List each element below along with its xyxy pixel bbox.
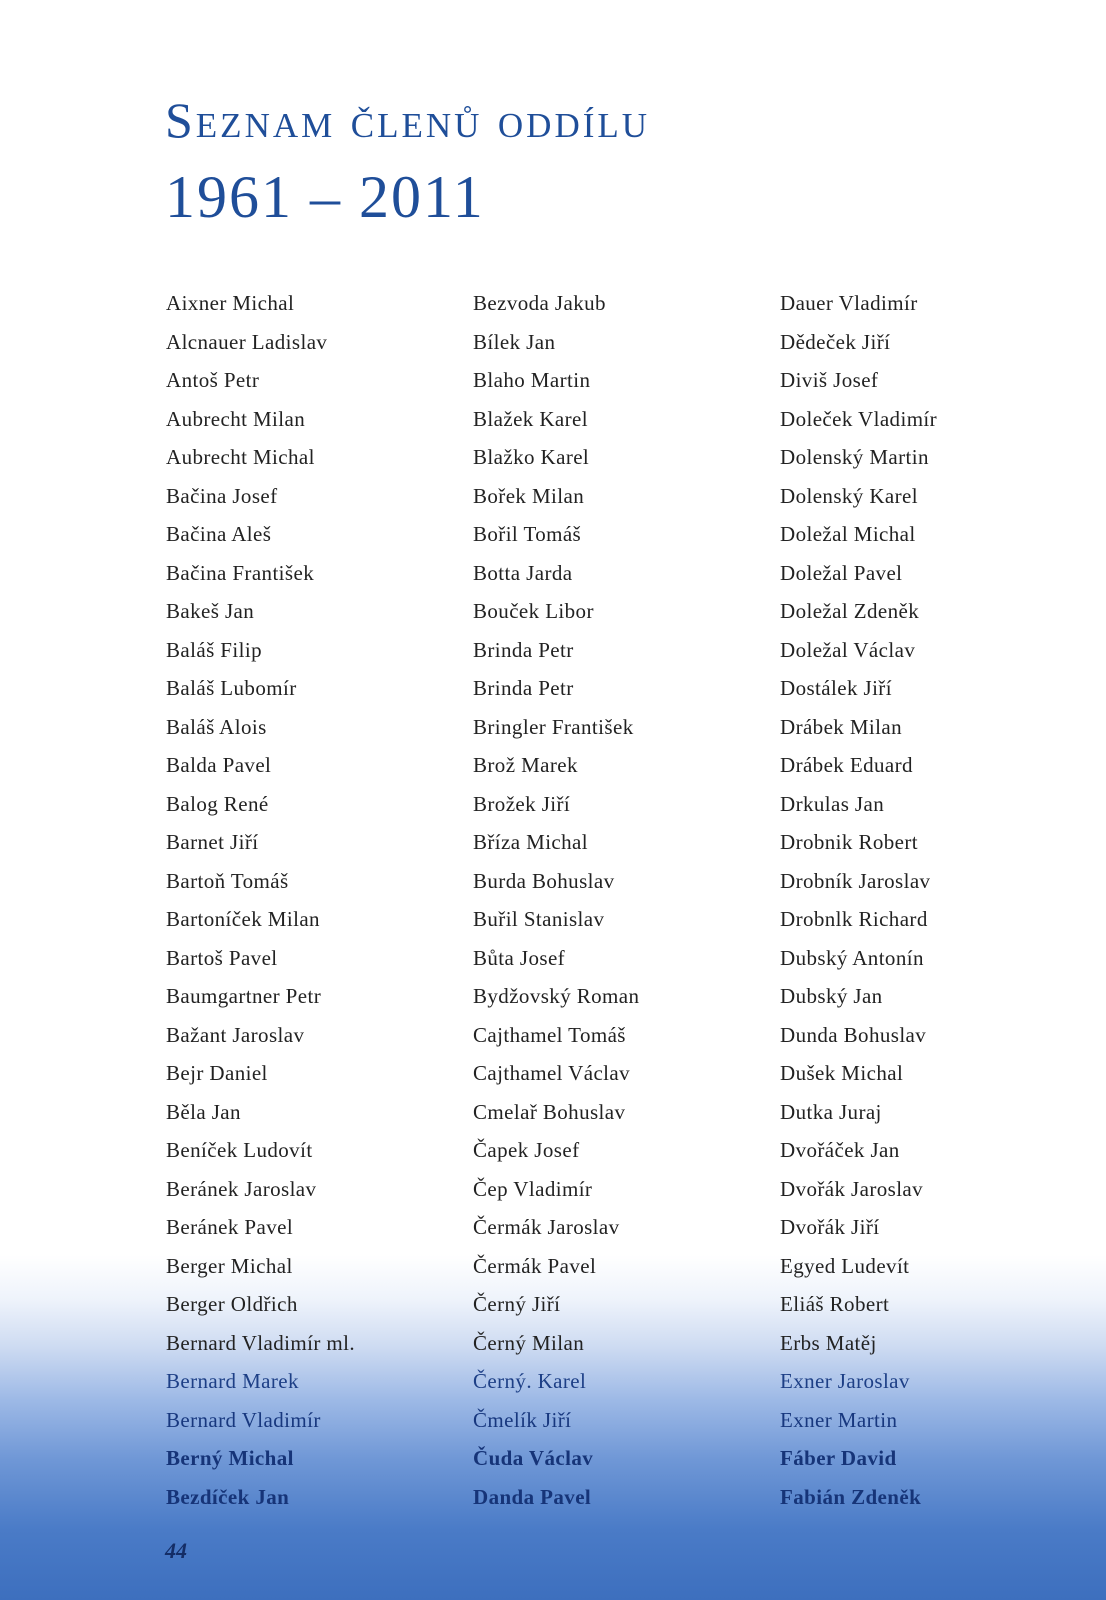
member-name: Černý Jiří [473, 1292, 561, 1316]
member-column-2 [473, 290, 639, 1522]
member-name: Čuda Václav [473, 1446, 594, 1470]
member-name: Beníček Ludovít [166, 1138, 313, 1162]
member-name: Buřil Stanislav [473, 907, 605, 931]
member-name: Botta Jarda [473, 560, 573, 585]
member-column-3 [780, 290, 937, 1522]
member-name: Bejr Daniel [166, 1061, 268, 1085]
member-name: Bringler František [473, 714, 634, 739]
member-name: Čermák Pavel [473, 1253, 597, 1278]
member-name: Fáber David [780, 1446, 897, 1470]
member-name: Bernard Marek [166, 1369, 299, 1393]
member-name: Barnet Jiří [166, 830, 259, 854]
member-name: Brinda Petr [473, 676, 574, 700]
member-name: Bříza Michal [473, 830, 589, 854]
member-name: Balog René [166, 791, 269, 816]
member-name: Bořek Milan [473, 483, 585, 508]
member-name: Blažko Karel [473, 445, 590, 469]
member-name: Doležal Pavel [780, 560, 903, 585]
title-line-heading: Seznam členů oddílu [165, 92, 651, 148]
member-name: Baláš Filip [166, 637, 262, 662]
member-name: Dutka Juraj [780, 1099, 882, 1124]
member-name: Berger Oldřich [166, 1292, 298, 1316]
member-name: Berný Michal [166, 1446, 294, 1470]
member-name: Bartoníček Milan [166, 907, 320, 931]
member-name: Beránek Jaroslav [166, 1176, 317, 1201]
member-name: Brož Marek [473, 753, 578, 777]
member-name: Brinda Petr [473, 637, 574, 662]
member-name: Bouček Libor [473, 599, 594, 623]
member-name: Aixner Michal [166, 291, 295, 315]
member-name: Černý. Karel [473, 1369, 587, 1393]
member-name: Dolenský Martin [780, 445, 929, 469]
member-name: Dvořák Jaroslav [780, 1176, 924, 1201]
member-name: Exner Martin [780, 1407, 898, 1432]
member-name: Doleček Vladimír [780, 406, 938, 431]
member-name: Drábek Eduard [780, 753, 913, 777]
member-name: Blažek Karel [473, 406, 588, 431]
member-name: Bakeš Jan [166, 599, 255, 623]
member-name: Dauer Vladimír [780, 291, 918, 315]
member-name: Baláš Alois [166, 714, 267, 739]
member-name: Aubrecht Milan [166, 406, 306, 431]
member-name: Cmelař Bohuslav [473, 1099, 626, 1124]
member-name: Bačina František [166, 560, 315, 585]
member-name: Drábek Milan [780, 714, 903, 739]
member-name: Čep Vladimír [473, 1176, 593, 1201]
member-name: Baláš Lubomír [166, 676, 297, 700]
member-list [166, 290, 1066, 1520]
member-name: Bezdíček Jan [166, 1484, 290, 1509]
member-name: Danda Pavel [473, 1484, 592, 1509]
member-name: Doležal Michal [780, 522, 916, 546]
member-name: Dědeček Jiří [780, 329, 891, 354]
member-name: Bažant Jaroslav [166, 1022, 305, 1047]
member-name: Berger Michal [166, 1253, 293, 1278]
member-name: Baumgartner Petr [166, 984, 322, 1008]
member-name: Drobnik Robert [780, 830, 918, 854]
member-name: Čermák Jaroslav [473, 1215, 620, 1239]
member-name: Čmelík Jiří [473, 1407, 572, 1432]
member-name: Egyed Ludevít [780, 1253, 910, 1278]
member-name: Bořil Tomáš [473, 522, 582, 546]
member-name: Dubský Antonín [780, 945, 924, 970]
member-name: Bernard Vladimír [166, 1407, 321, 1432]
member-name: Exner Jaroslav [780, 1369, 910, 1393]
member-name: Cajthamel Václav [473, 1061, 631, 1085]
member-name: Balda Pavel [166, 753, 272, 777]
member-name: Dunda Bohuslav [780, 1022, 927, 1047]
page-number: 44 [165, 1538, 187, 1563]
member-name: Burda Bohuslav [473, 868, 615, 893]
member-name: Eliáš Robert [780, 1292, 890, 1316]
member-name: Antoš Petr [166, 368, 260, 392]
member-name: Černý Milan [473, 1330, 585, 1355]
member-name: Beránek Pavel [166, 1215, 294, 1239]
member-name: Alcnauer Ladislav [166, 329, 328, 354]
member-name: Bartoň Tomáš [166, 868, 289, 893]
member-name: Diviš Josef [780, 368, 879, 392]
member-name: Drobnlk Richard [780, 907, 928, 931]
member-name: Běla Jan [166, 1099, 241, 1124]
member-name: Doležal Václav [780, 637, 916, 662]
title-line-years: 1961 – 2011 [165, 164, 485, 230]
member-name: Bůta Josef [473, 945, 566, 970]
member-name: Bačina Aleš [166, 522, 272, 546]
page-title [165, 92, 651, 230]
member-name: Dolenský Karel [780, 483, 918, 508]
member-name: Drkulas Jan [780, 791, 885, 816]
member-name: Bartoš Pavel [166, 945, 278, 970]
member-name: Bílek Jan [473, 329, 556, 354]
member-name: Bačina Josef [166, 483, 278, 508]
member-name: Brožek Jiří [473, 791, 571, 816]
member-name: Cajthamel Tomáš [473, 1022, 626, 1047]
member-name: Čapek Josef [473, 1138, 580, 1162]
member-name: Drobník Jaroslav [780, 868, 931, 893]
member-name: Dvořák Jiří [780, 1215, 880, 1239]
member-name: Dušek Michal [780, 1061, 904, 1085]
member-name: Aubrecht Michal [166, 445, 315, 469]
member-name: Fabián Zdeněk [780, 1484, 922, 1509]
member-name: Doležal Zdeněk [780, 599, 920, 623]
member-name: Bydžovský Roman [473, 984, 640, 1008]
member-name: Bernard Vladimír ml. [166, 1330, 355, 1355]
member-name: Dubský Jan [780, 984, 883, 1008]
member-name: Blaho Martin [473, 368, 591, 392]
member-name: Dostálek Jiří [780, 676, 892, 700]
member-name: Erbs Matěj [780, 1330, 877, 1355]
member-name: Bezvoda Jakub [473, 291, 606, 315]
member-name: Dvořáček Jan [780, 1138, 900, 1162]
member-column-1 [166, 290, 355, 1522]
